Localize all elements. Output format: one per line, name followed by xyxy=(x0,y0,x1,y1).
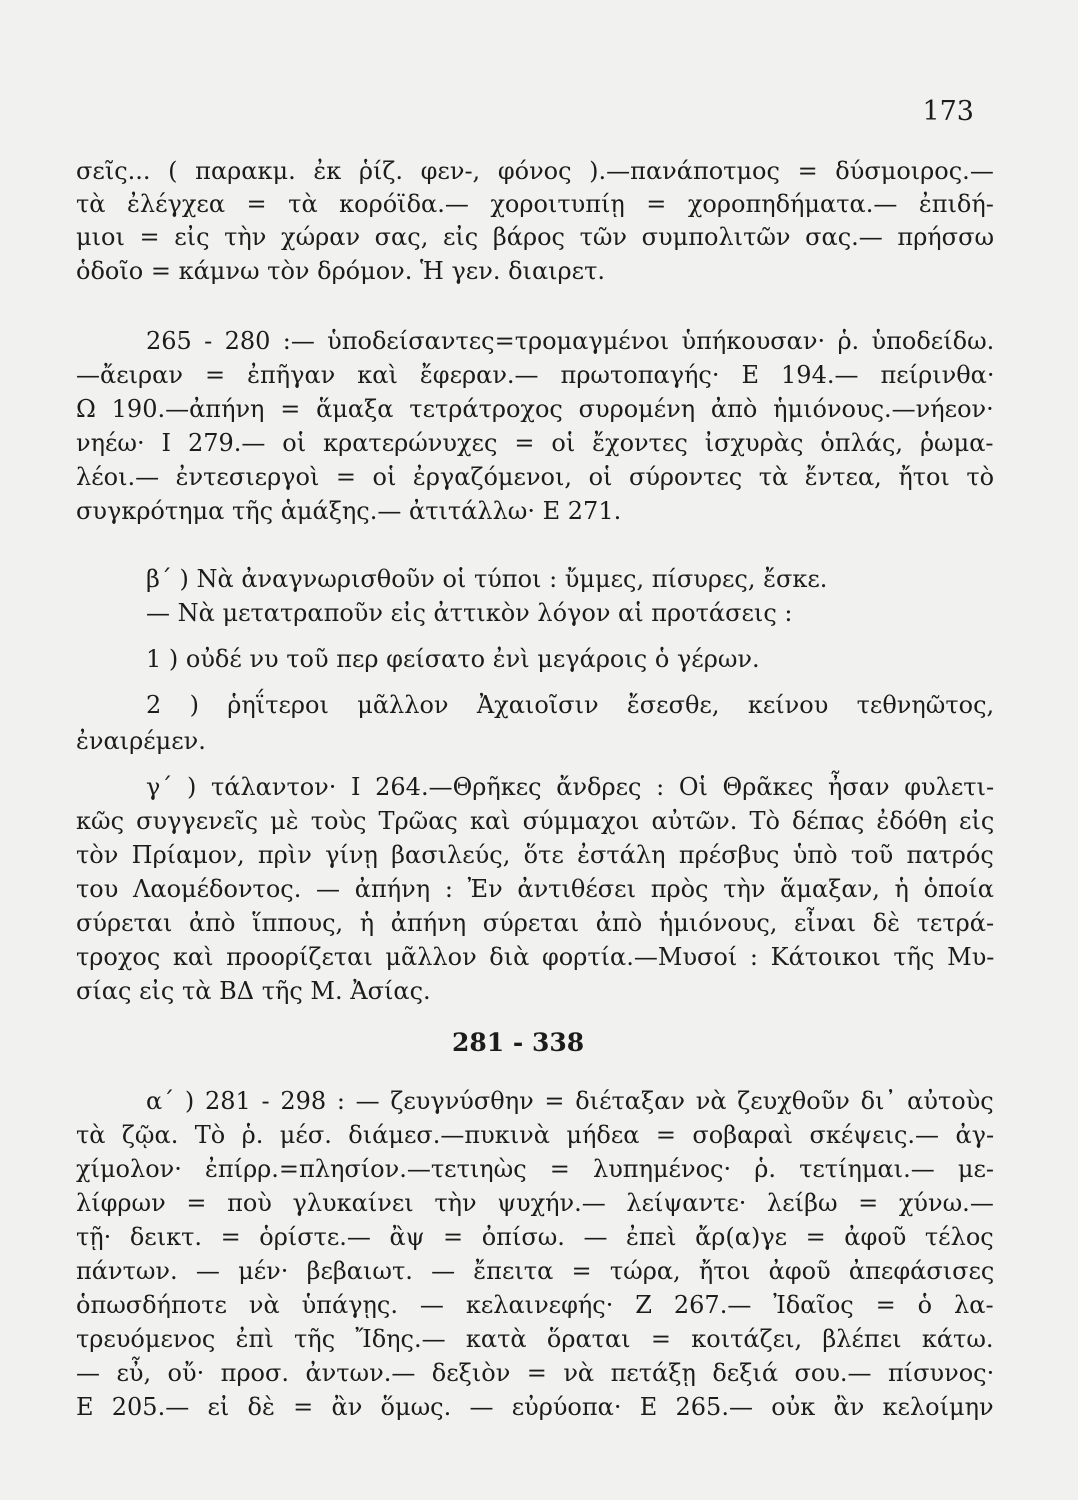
text-line: λίφρων = ποὺ γλυκαίνει τὴν ψυχήν.— λείψαντε· λείβω = χύνω.— xyxy=(76,1189,994,1217)
text-line: τὰ ζῷα. Τὸ ῥ. μέσ. διάμεσ.—πυκινὰ μήδεα = σοβαραὶ σκέψεις.— ἀγ- xyxy=(76,1121,995,1149)
text-line: λέοι.— ἐντεσιεργοὶ = οἱ ἐργαζόμενοι, οἱ σύροντες τὰ ἔντεα, ἤτοι τὸ xyxy=(76,463,995,491)
text-line: τῇ· δεικτ. = ὁρίστε.— ἂψ = ὀπίσω. — ἐπεὶ ἄρ(α)γε = ἀφοῦ τέλος xyxy=(76,1223,994,1251)
text-line: 1 ) οὐδέ νυ τοῦ περ φείσατο ἐνὶ μεγάροις ὁ γέρων. xyxy=(146,645,760,673)
text-line: τὰ ἐλέγχεα = τὰ κορόϊδα.— χοροιτυπίῃ = χοροπηδήματα.— ἐπιδή- xyxy=(76,190,994,218)
text-line: τὸν Πρίαμον, πρὶν γίνῃ βασιλεύς, ὅτε ἐστάλη πρέσβυς ὑπὸ τοῦ πατρός xyxy=(76,841,994,869)
text-line: β΄ ) Νὰ ἀναγνωρισθοῦν οἱ τύποι : ὔμμες, πίσυρες, ἔσκε. xyxy=(146,565,828,593)
text-line: του Λαομέδοντος. — ἀπήνη : Ἐν ἀντιθέσει πρὸς τὴν ἅμαξαν, ἡ ὁποία xyxy=(76,875,994,903)
text-line: ἐναιρέμεν. xyxy=(76,727,206,755)
text-line: ὁπωσδήποτε νὰ ὑπάγῃς. — κελαινεφής· Ζ 267.— Ἰδαῖος = ὁ λα- xyxy=(76,1291,994,1319)
text-line: Ω 190.—ἀπήνη = ἅμαξα τετράτροχος συρομένη ἀπὸ ἡμιόνους.—νήεον· xyxy=(76,395,994,423)
text-line: σύρεται ἀπὸ ἵππους, ἡ ἀπήνη σύρεται ἀπὸ ἡμιόνους, εἶναι δὲ τετρά- xyxy=(76,909,995,937)
text-line: — εὖ, οὔ· προσ. ἀντων.— δεξιὸν = νὰ πετάξῃ δεξιά σου.— πίσυνος· xyxy=(76,1359,995,1387)
text-line: σίας εἰς τὰ ΒΔ τῆς Μ. Ἀσίας. xyxy=(76,977,431,1005)
text-line: —ἄειραν = ἐπῆγαν καὶ ἔφεραν.— πρωτοπαγής· Ε 194.— πείρινθα· xyxy=(76,361,995,389)
text-line: γ΄ ) τάλαντον· Ι 264.—Θρῆκες ἄνδρες : Οἱ Θρᾶκες ἦσαν φυλετι- xyxy=(146,773,995,801)
text-line: τρευόμενος ἐπὶ τῆς Ἴδης.— κατὰ ὅραται = κοιτάζει, βλέπει κάτω. xyxy=(76,1325,994,1353)
text-line: 265 - 280 :— ὑποδείσαντες=τρομαγμένοι ὑπήκουσαν· ῥ. ὑποδείδω. xyxy=(146,327,995,355)
text-line: α΄ ) 281 - 298 : — ζευγνύσθην = διέταξαν νὰ ζευχθοῦν δι᾽ αὐτοὺς xyxy=(146,1087,994,1115)
section-heading: 281 - 338 xyxy=(452,1028,585,1057)
text-line: — Νὰ μετατραποῦν εἰς ἀττικὸν λόγον αἱ προτάσεις : xyxy=(146,599,793,627)
page-number: 173 xyxy=(922,96,974,127)
text-line: τροχος καὶ προορίζεται μᾶλλον διὰ φορτία.—Μυσοί : Κάτοικοι τῆς Μυ- xyxy=(76,943,995,971)
text-line: χίμολον· ἐπίρρ.=πλησίον.—τετιηὼς = λυπημένος· ῥ. τετίημαι.— με- xyxy=(76,1155,994,1183)
text-line: 2 ) ῥηΐτεροι μᾶλλον Ἀχαιοῖσιν ἔσεσθε, κείνου τεθνηῶτος, xyxy=(146,691,995,719)
text-line: Ε 205.— εἰ δὲ = ἂν ὅμως. — εὐρύοπα· Ε 265.— οὐκ ἂν κελοίμην xyxy=(76,1393,994,1421)
text-line: νηέω· Ι 279.— οἱ κρατερώνυχες = οἱ ἔχοντες ἰσχυρὰς ὁπλάς, ῥωμα- xyxy=(76,429,994,457)
text-line: πάντων. — μέν· βεβαιωτ. — ἔπειτα = τώρα, ἤτοι ἀφοῦ ἀπεφάσισες xyxy=(76,1257,995,1285)
text-line: σεῖς... ( παρακμ. ἐκ ῥίζ. φεν-, φόνος ).—πανάποτμος = δύσμοιρος.— xyxy=(76,157,994,185)
text-line: συγκρότημα τῆς ἁμάξης.— ἀτιτάλλω· Ε 271. xyxy=(76,497,622,525)
text-line: ὁδοῖο = κάμνω τὸν δρόμον. Ἡ γεν. διαιρετ. xyxy=(76,257,606,285)
text-line: μιοι = εἰς τὴν χώραν σας, εἰς βάρος τῶν συμπολιτῶν σας.— πρήσσω xyxy=(76,223,995,251)
text-line: κῶς συγγενεῖς μὲ τοὺς Τρῶας καὶ σύμμαχοι αὐτῶν. Τὸ δέπας ἐδόθη εἰς xyxy=(76,807,995,835)
